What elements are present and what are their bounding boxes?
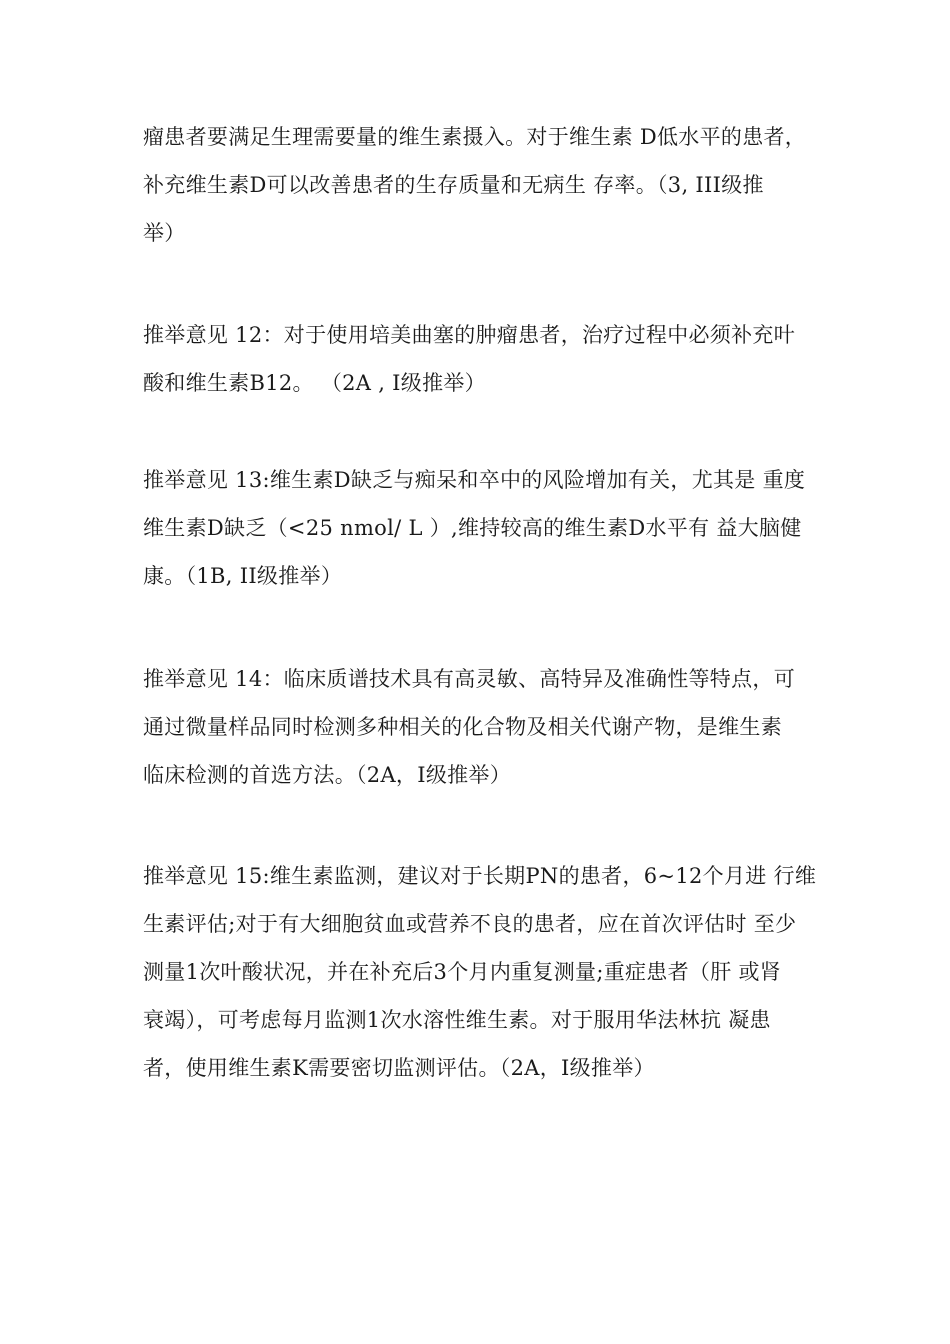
text-line: 瘤患者要满足生理需要量的维生素摄入。对于维生素 D低水平的患者， — [143, 125, 807, 149]
paragraph-vitamin-d-intake — [143, 113, 823, 257]
recommendation-14 — [143, 655, 823, 799]
recommendation-12 — [143, 311, 823, 407]
text-line: 推举意见 15:维生素监测，建议对于长期PN的患者，6~12个月进 行维 — [143, 864, 817, 888]
text-line: 维生素D缺乏（<25 nmol/ L ）,维持较高的维生素D水平有 益大脑健 — [143, 516, 802, 540]
text-line: 生素评估;对于有大细胞贫血或营养不良的患者，应在首次评估时 至少 — [143, 912, 797, 936]
text-line: 临床检测的首选方法。（2A，I级推举） — [143, 763, 512, 787]
text-line: 康。（1B, II级推举） — [143, 564, 343, 588]
text-line: 测量1次叶酸状况，并在补充后3个月内重复测量;重症患者（肝 或肾 — [143, 960, 782, 984]
text-line: 者，使用维生素K需要密切监测评估。（2A，I级推举） — [143, 1056, 655, 1080]
text-line: 举） — [143, 221, 186, 245]
text-line: 衰竭），可考虑每月监测1次水溶性维生素。对于服用华法林抗 凝患 — [143, 1008, 771, 1032]
text-line: 推举意见 13:维生素D缺乏与痴呆和卒中的风险增加有关，尤其是 重度 — [143, 468, 806, 492]
text-line: 酸和维生素B12。 （2A , I级推举） — [143, 371, 486, 395]
text-line: 推举意见 12：对于使用培美曲塞的肿瘤患者，治疗过程中必须补充叶 — [143, 323, 795, 347]
text-line: 补充维生素D可以改善患者的生存质量和无病生 存率。（3, III级推 — [143, 173, 764, 197]
text-line: 推举意见 14：临床质谱技术具有高灵敏、高特异及准确性等特点，可 — [143, 667, 795, 691]
recommendation-13 — [143, 456, 823, 600]
text-line: 通过微量样品同时检测多种相关的化合物及相关代谢产物，是维生素 — [143, 715, 782, 739]
recommendation-15 — [143, 852, 823, 1092]
